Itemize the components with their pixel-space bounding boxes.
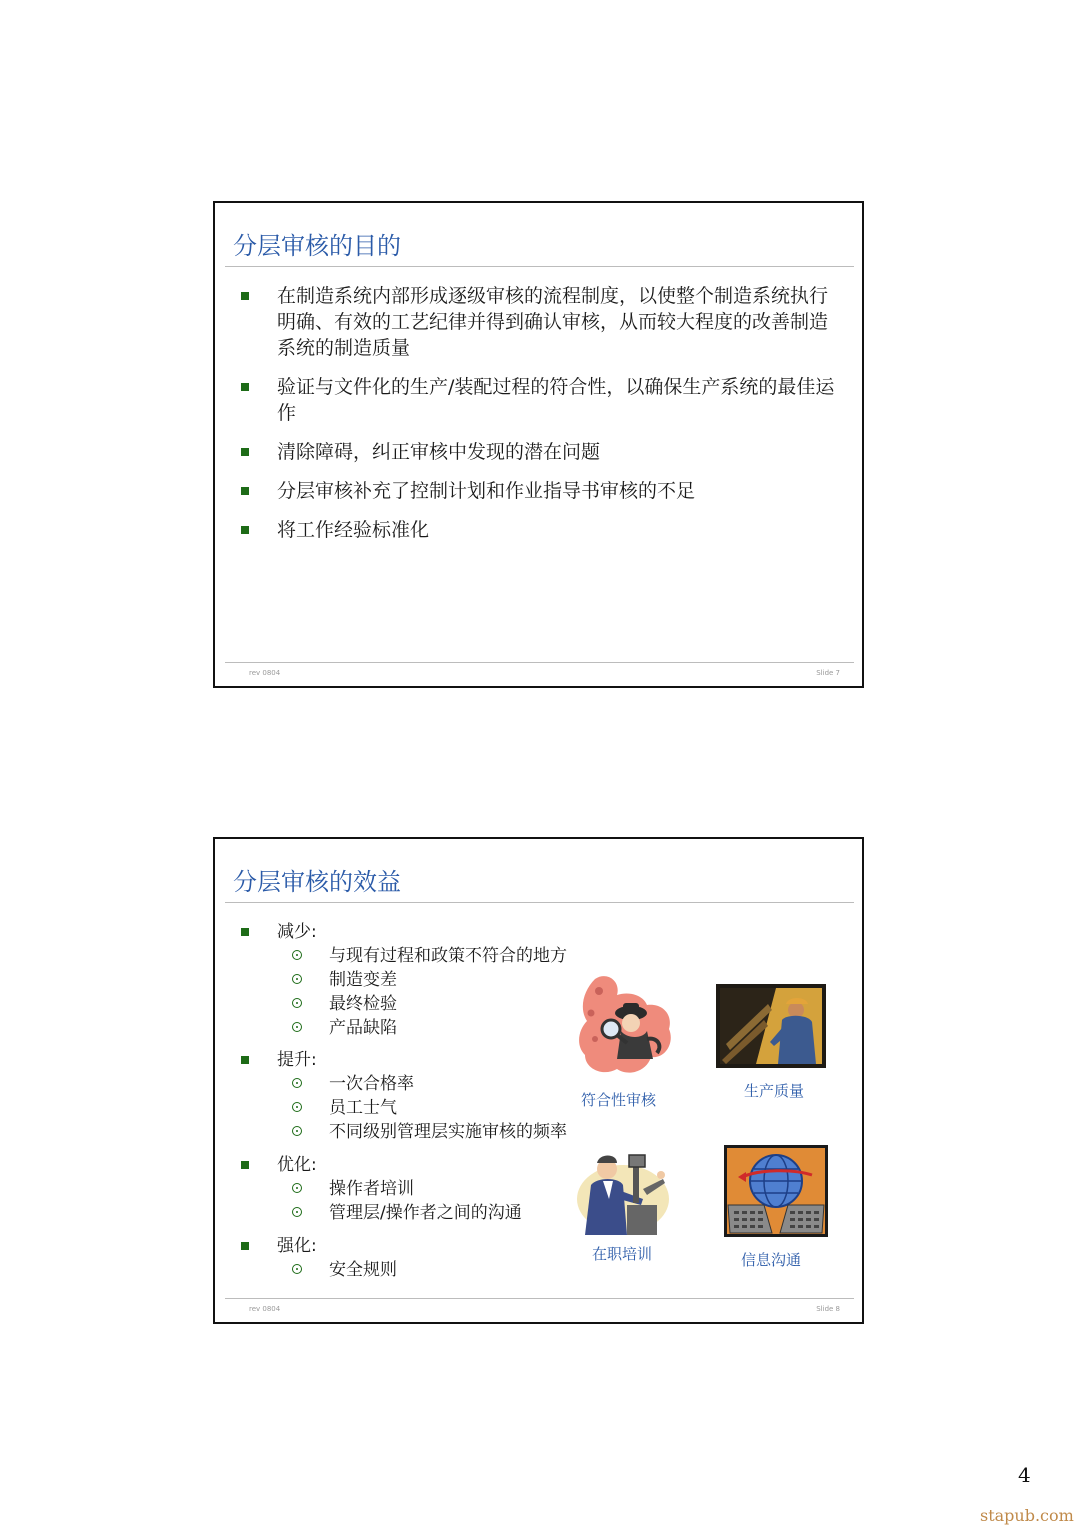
circle-bullet-icon [292, 1102, 302, 1112]
circle-bullet-icon [292, 1264, 302, 1274]
slide-8: 分层审核的效益 减少: 与现有过程和政策不符合的地方 制造变差 最终检验 产品缺陷 提升: 一次合格率 员工士气 不同级别管理层实施审核的频率 优化: 操作者培训 管理层/操作者之间的沟通 强化: 安全规则 符合性审核 生产质量 在职培训 信息沟通 rev 0804 Slide 8 [213, 837, 864, 1324]
title-divider [225, 902, 854, 903]
footer-slide-number: Slide 8 [816, 1305, 840, 1313]
footer-divider [225, 1298, 854, 1299]
footer-revision: rev 0804 [249, 1305, 281, 1313]
bullet-square-icon [241, 448, 249, 456]
bullet-item: 验证与文件化的生产/装配过程的符合性，以确保生产系统的最佳运作 [215, 374, 855, 426]
bullet-square-icon [241, 928, 249, 936]
bullet-square-icon [241, 526, 249, 534]
caption-quality: 生产质量 [744, 1082, 805, 1100]
bullet-item: 在制造系统内部形成逐级审核的流程制度，以使整个制造系统执行明确、有效的工艺纪律并得到确认审核，从而较大程度的改善制造系统的制造质量 [215, 283, 855, 361]
bullet-square-icon [241, 487, 249, 495]
bullet-item: 分层审核补充了控制计划和作业指导书审核的不足 [215, 478, 855, 504]
footer-divider [225, 662, 854, 663]
training-clipart [577, 1149, 677, 1237]
circle-bullet-icon [292, 974, 302, 984]
footer-revision: rev 0804 [249, 669, 281, 677]
bullet-square-icon [241, 1161, 249, 1169]
bullet-list [215, 283, 855, 556]
caption-training: 在职培训 [592, 1245, 653, 1263]
slide-title: 分层审核的目的 [233, 232, 401, 260]
group-label: 优化: [277, 1155, 317, 1175]
circle-bullet-icon [292, 998, 302, 1008]
bullet-square-icon [241, 292, 249, 300]
group-label: 提升: [277, 1050, 317, 1070]
caption-audit: 符合性审核 [581, 1091, 657, 1109]
bullet-item: 将工作经验标准化 [215, 517, 855, 543]
circle-bullet-icon [292, 950, 302, 960]
group-label: 强化: [277, 1236, 317, 1256]
circle-bullet-icon [292, 1207, 302, 1217]
worker-quality-clipart [716, 984, 826, 1068]
slide-7 [213, 201, 864, 688]
caption-communication: 信息沟通 [741, 1251, 802, 1269]
slide-title: 分层审核的效益 [233, 868, 401, 896]
circle-bullet-icon [292, 1183, 302, 1193]
page-number: 4 [1018, 1463, 1031, 1487]
group-label: 减少: [277, 922, 317, 942]
bullet-square-icon [241, 1056, 249, 1064]
bullet-square-icon [241, 1242, 249, 1250]
title-divider [225, 266, 854, 267]
footer-slide-number: Slide 7 [816, 669, 840, 677]
bullet-item: 清除障碍，纠正审核中发现的潜在问题 [215, 439, 855, 465]
watermark: stapub.com [980, 1506, 1074, 1525]
communication-clipart [724, 1145, 828, 1237]
circle-bullet-icon [292, 1022, 302, 1032]
circle-bullet-icon [292, 1078, 302, 1088]
circle-bullet-icon [292, 1126, 302, 1136]
detective-audit-clipart [577, 973, 677, 1081]
bullet-square-icon [241, 383, 249, 391]
